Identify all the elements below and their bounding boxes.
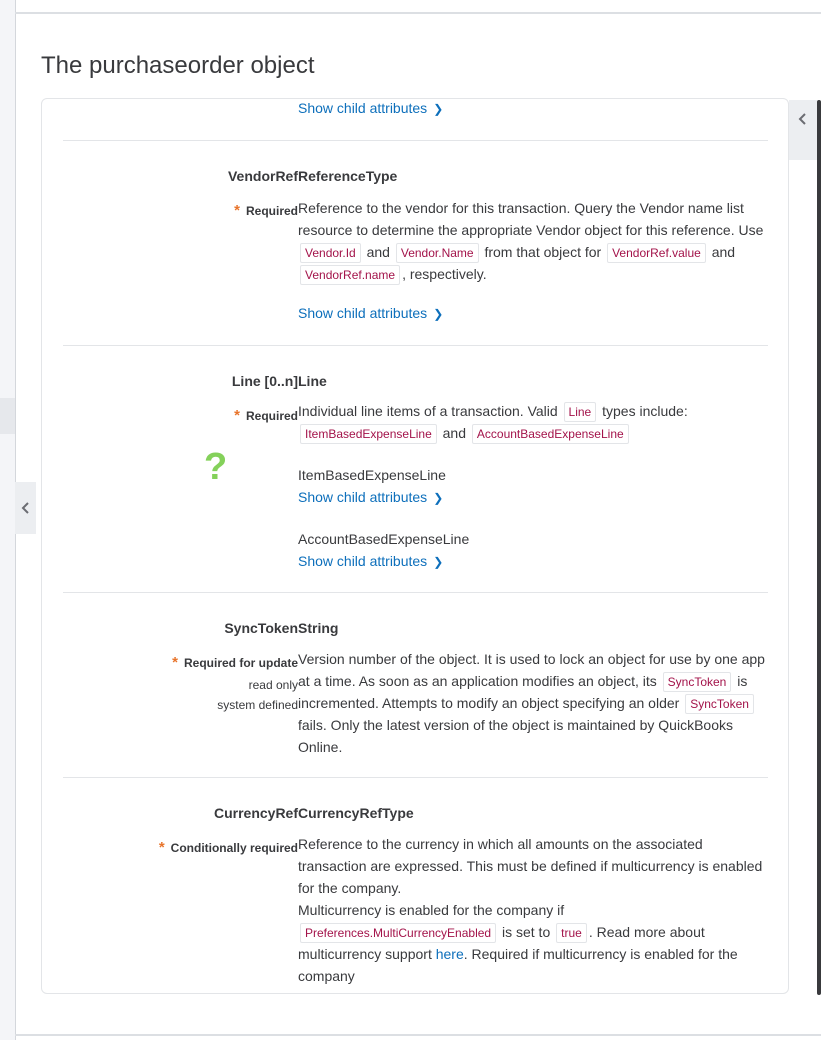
bottom-divider bbox=[15, 1034, 821, 1036]
required-star-icon: * bbox=[172, 654, 178, 671]
required-star-icon: * bbox=[158, 839, 165, 856]
code-line: Line bbox=[564, 402, 597, 422]
left-rail bbox=[0, 0, 16, 1040]
row-divider bbox=[63, 777, 768, 778]
attribute-meta bbox=[217, 675, 298, 715]
link-label: Show child attributes bbox=[298, 553, 428, 569]
required-badge bbox=[234, 202, 298, 219]
row-divider bbox=[63, 345, 768, 346]
meta-read-only: read only bbox=[248, 678, 298, 692]
page-title: The purchaseorder object bbox=[41, 52, 315, 79]
required-label: Required for update bbox=[183, 656, 298, 670]
required-label: Required bbox=[245, 409, 298, 423]
attribute-description: Reference to the vendor for this transaction. Query the Vendor name list resource to determine the appropriate Vendor object for this reference. Use Vendor.Id and Vendor.Name from that object for VendorRef.value and VendorRef.name , respectively. bbox=[298, 197, 766, 285]
link-label: Show child attributes bbox=[298, 305, 428, 321]
code-vendorref-name: VendorRef.name bbox=[300, 265, 400, 285]
attribute-type: CurrencyRefType bbox=[298, 805, 414, 821]
chevron-left-icon bbox=[21, 501, 31, 515]
code-vendorref-value: VendorRef.value bbox=[607, 243, 706, 263]
link-label: Show child attributes bbox=[298, 100, 428, 116]
chevron-left-icon bbox=[798, 112, 808, 126]
question-icon[interactable]: ? bbox=[204, 446, 228, 488]
meta-system-defined: system defined bbox=[217, 698, 298, 712]
attribute-type: Line bbox=[298, 373, 327, 389]
multicurrency-here-link[interactable]: here bbox=[435, 946, 464, 962]
show-child-attributes-link[interactable] bbox=[298, 100, 443, 116]
code-synctoken: SyncToken bbox=[685, 694, 754, 714]
required-label: Required bbox=[245, 204, 298, 218]
chevron-right-icon: ❯ bbox=[433, 491, 444, 505]
code-vendor-name: Vendor.Name bbox=[396, 243, 479, 263]
chevron-right-icon: ❯ bbox=[433, 102, 444, 116]
attribute-description: Reference to the currency in which all amounts on the associated transaction are expressed. This must be defined if multicurrency is enabled for the company. Multicurrency is enabled for the company if Preferences.MultiCurrencyEnabled is set to true . Read more about multicurrency support here. Required if multicurrency is enabled for the company bbox=[298, 836, 763, 984]
required-badge bbox=[172, 654, 298, 671]
code-synctoken: SyncToken bbox=[663, 672, 732, 692]
show-child-attributes-link[interactable] bbox=[298, 489, 443, 505]
line-subtype-label: ItemBasedExpenseLine bbox=[298, 467, 446, 483]
attribute-name: VendorRef bbox=[227, 168, 298, 184]
collapse-right-panel-button[interactable] bbox=[789, 100, 817, 160]
attribute-name: Line [0..n] bbox=[231, 373, 298, 389]
attribute-description: Version number of the object. It is used to lock an object for use by one app at a time. As soon as an application modifies an object, its SyncToken is incremented. Attempts to modify an object specifying an older SyncToken fails. Only the latest version of the object is maintained by QuickBooks Online. bbox=[298, 651, 765, 755]
attribute-name: SyncToken bbox=[224, 620, 298, 636]
attribute-description: Individual line items of a transaction. Valid Line types include: ItemBasedExpenseLine and AccountBasedExpenseLine bbox=[298, 400, 766, 444]
link-label: Show child attributes bbox=[298, 489, 428, 505]
left-rail-active-item[interactable] bbox=[0, 398, 15, 434]
code-accountbasedexpenseline: AccountBasedExpenseLine bbox=[472, 424, 629, 444]
chevron-right-icon: ❯ bbox=[433, 555, 444, 569]
code-multicurrency-enabled: Preferences.MultiCurrencyEnabled bbox=[300, 923, 496, 943]
row-divider bbox=[63, 592, 768, 593]
code-true: true bbox=[556, 923, 587, 943]
line-subtype-label: AccountBasedExpenseLine bbox=[298, 531, 470, 547]
required-badge bbox=[234, 407, 298, 424]
show-child-attributes-link[interactable] bbox=[298, 305, 443, 321]
required-star-icon: * bbox=[234, 407, 240, 424]
attributes-card bbox=[41, 98, 789, 994]
attribute-name: CurrencyRef bbox=[213, 805, 298, 821]
collapse-left-panel-button[interactable] bbox=[15, 482, 36, 534]
required-badge bbox=[159, 839, 298, 856]
required-star-icon: * bbox=[234, 202, 240, 219]
top-divider bbox=[15, 12, 821, 14]
show-child-attributes-link[interactable] bbox=[298, 553, 443, 569]
right-scrollbar[interactable] bbox=[817, 100, 821, 995]
row-divider bbox=[63, 140, 768, 141]
chevron-right-icon: ❯ bbox=[433, 307, 444, 321]
required-label: Conditionally required bbox=[170, 841, 298, 855]
attribute-type: String bbox=[298, 620, 339, 636]
code-itembasedexpenseline: ItemBasedExpenseLine bbox=[300, 424, 437, 444]
code-vendor-id: Vendor.Id bbox=[300, 243, 361, 263]
attribute-type: ReferenceType bbox=[298, 168, 398, 184]
